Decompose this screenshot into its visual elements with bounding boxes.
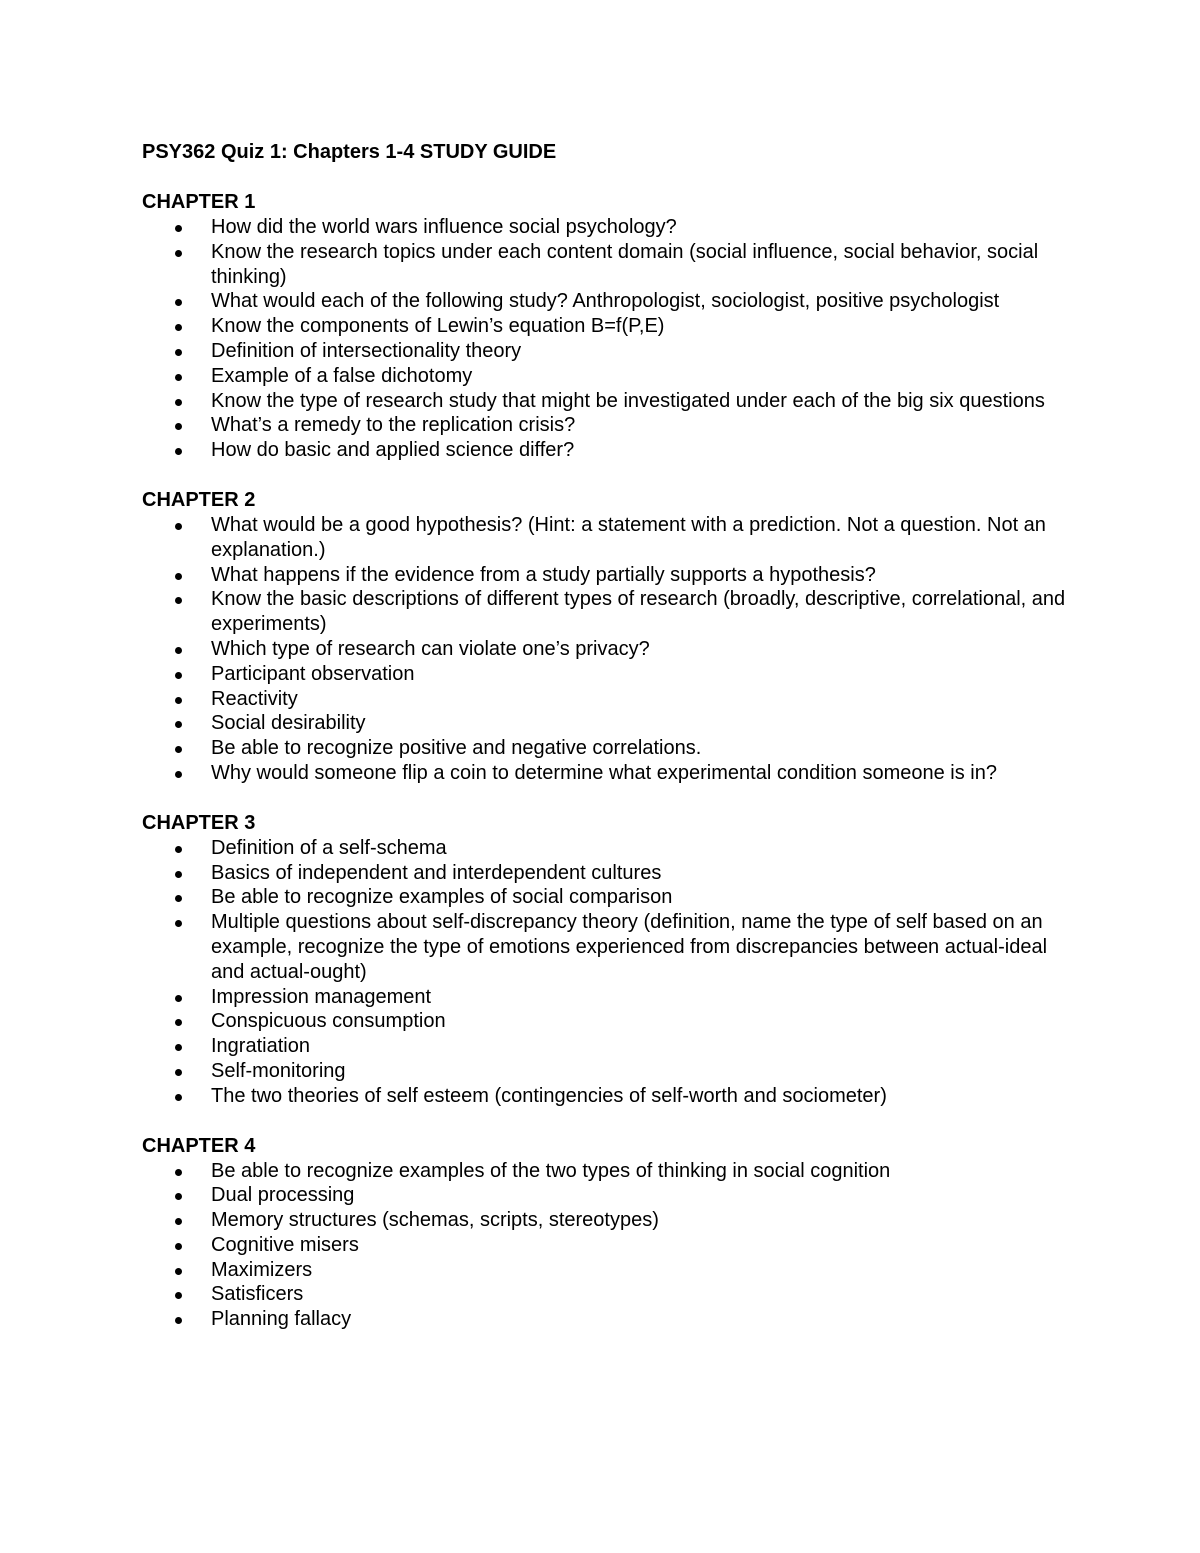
bullet-icon (175, 573, 182, 580)
bullet-icon (175, 349, 182, 356)
list-item-text: Definition of intersectionality theory (211, 339, 522, 362)
bullet-icon (175, 771, 182, 778)
bullet-icon (175, 1292, 182, 1299)
list-item-text: Ingratiation (211, 1035, 310, 1058)
list-item (142, 985, 1072, 1010)
list-item-text: Know the components of Lewin’s equation B=f(P,E) (211, 315, 665, 338)
chapter-heading: CHAPTER 1 (142, 191, 256, 213)
list-item (142, 1183, 1072, 1208)
chapter-heading: CHAPTER 2 (142, 488, 256, 511)
chapter-1-section (142, 190, 1072, 463)
list-item-text: Self-monitoring (211, 1059, 346, 1082)
list-item (142, 836, 1072, 861)
list-item (142, 1233, 1072, 1258)
list-item-text: Cognitive misers (211, 1233, 359, 1256)
list-item (142, 1059, 1072, 1084)
chapter-3-section (142, 811, 1072, 1109)
bullet-icon (175, 846, 182, 853)
list-item-text: Multiple questions about self-discrepancy theory (definition, name the type of self based on an example, recognize the type of emotions experienced from discrepancies between actual-ideal and actual-ought) (211, 911, 1048, 983)
list-item-text: Be able to recognize examples of the two types of thinking in social cognition (211, 1159, 891, 1182)
bullet-icon (175, 597, 182, 604)
bullet-icon (175, 721, 182, 728)
bullet-icon (175, 1243, 182, 1250)
list-item-text: Impression management (211, 985, 432, 1008)
chapter-1-list (142, 215, 1072, 463)
list-item (142, 736, 1072, 761)
chapter-heading: CHAPTER 4 (142, 1134, 256, 1157)
list-item-text: What’s a remedy to the replication crisis? (211, 414, 576, 437)
list-item-text: How do basic and applied science differ? (211, 439, 575, 462)
bullet-icon (175, 697, 182, 704)
list-item (142, 438, 1072, 463)
list-item-text: Memory structures (schemas, scripts, stereotypes) (211, 1209, 659, 1232)
list-item (142, 289, 1072, 314)
list-item (142, 339, 1072, 364)
bullet-icon (175, 1268, 182, 1275)
list-item-text: Which type of research can violate one’s privacy? (211, 637, 650, 660)
list-item-text: Conspicuous consumption (211, 1010, 446, 1033)
list-item (142, 314, 1072, 339)
list-item (142, 1159, 1072, 1184)
bullet-icon (175, 1019, 182, 1026)
chapter-2-list (142, 513, 1072, 786)
list-item-text: Why would someone flip a coin to determine what experimental condition someone is in? (211, 761, 997, 784)
document-title: PSY362 Quiz 1: Chapters 1-4 STUDY GUIDE (142, 141, 557, 163)
bullet-icon (175, 1193, 182, 1200)
bullet-icon (175, 324, 182, 331)
list-item (142, 1034, 1072, 1059)
list-item (142, 761, 1072, 786)
list-item-text: Know the type of research study that might be investigated under each of the big six questions (211, 389, 1045, 412)
chapter-heading: CHAPTER 3 (142, 811, 256, 834)
bullet-icon (175, 746, 182, 753)
list-item (142, 885, 1072, 910)
list-item-text: What would each of the following study? Anthropologist, sociologist, positive psychologist (211, 290, 1000, 313)
list-item (142, 637, 1072, 662)
list-item (142, 910, 1072, 984)
list-item (142, 389, 1072, 414)
list-item-text: What would be a good hypothesis? (Hint: a statement with a prediction. Not a question. Not an explanation.) (211, 513, 1046, 561)
list-item-text: Be able to recognize positive and negative correlations. (211, 737, 702, 760)
list-item-text: Dual processing (211, 1184, 355, 1207)
bullet-icon (175, 920, 182, 927)
list-item (142, 364, 1072, 389)
list-item-text: Participant observation (211, 662, 415, 685)
list-item-text: The two theories of self esteem (contingencies of self-worth and sociometer) (211, 1084, 887, 1107)
list-item-text: Definition of a self-schema (211, 836, 447, 859)
bullet-icon (175, 871, 182, 878)
chapter-3-list (142, 836, 1072, 1109)
list-item (142, 1009, 1072, 1034)
bullet-icon (175, 647, 182, 654)
list-item-text: Reactivity (211, 687, 298, 710)
list-item (142, 563, 1072, 588)
bullet-icon (175, 672, 182, 679)
list-item-text: Example of a false dichotomy (211, 364, 473, 387)
bullet-icon (175, 1069, 182, 1076)
bullet-icon (175, 374, 182, 381)
bullet-icon (175, 1044, 182, 1051)
bullet-icon (175, 895, 182, 902)
list-item (142, 1282, 1072, 1307)
list-item (142, 1084, 1072, 1109)
list-item-text: Know the research topics under each content domain (social influence, social behavior, social thinking) (211, 240, 1039, 288)
chapter-4-section (142, 1134, 1072, 1333)
list-item-text: Basics of independent and interdependent cultures (211, 861, 662, 884)
list-item-text: Be able to recognize examples of social comparison (211, 886, 673, 909)
list-item-text: How did the world wars influence social psychology? (211, 216, 677, 238)
list-item (142, 1307, 1072, 1332)
list-item (142, 662, 1072, 687)
bullet-icon (175, 448, 182, 455)
list-item-text: Social desirability (211, 712, 366, 735)
bullet-icon (175, 1317, 182, 1324)
list-item (142, 711, 1072, 736)
list-item-text: Maximizers (211, 1258, 313, 1281)
chapter-2-section (142, 488, 1072, 786)
list-item-text: Know the basic descriptions of different types of research (broadly, descriptive, correlational, and experiments) (211, 588, 1066, 636)
list-item (142, 861, 1072, 886)
document-page (142, 140, 1072, 1357)
list-item-text: Planning fallacy (211, 1308, 352, 1331)
list-item (142, 587, 1072, 637)
list-item (142, 687, 1072, 712)
list-item (142, 1208, 1072, 1233)
bullet-icon (175, 523, 182, 530)
bullet-icon (175, 225, 182, 232)
bullet-icon (175, 250, 182, 257)
chapter-4-list (142, 1159, 1072, 1333)
list-item (142, 240, 1072, 290)
bullet-icon (175, 1094, 182, 1101)
bullet-icon (175, 1169, 182, 1176)
list-item-text: Satisficers (211, 1283, 304, 1306)
bullet-icon (175, 399, 182, 406)
list-item (142, 413, 1072, 438)
list-item (142, 215, 1072, 240)
bullet-icon (175, 299, 182, 306)
list-item-text: What happens if the evidence from a study partially supports a hypothesis? (211, 563, 876, 586)
bullet-icon (175, 1218, 182, 1225)
list-item (142, 513, 1072, 563)
bullet-icon (175, 995, 182, 1002)
bullet-icon (175, 423, 182, 430)
list-item (142, 1258, 1072, 1283)
